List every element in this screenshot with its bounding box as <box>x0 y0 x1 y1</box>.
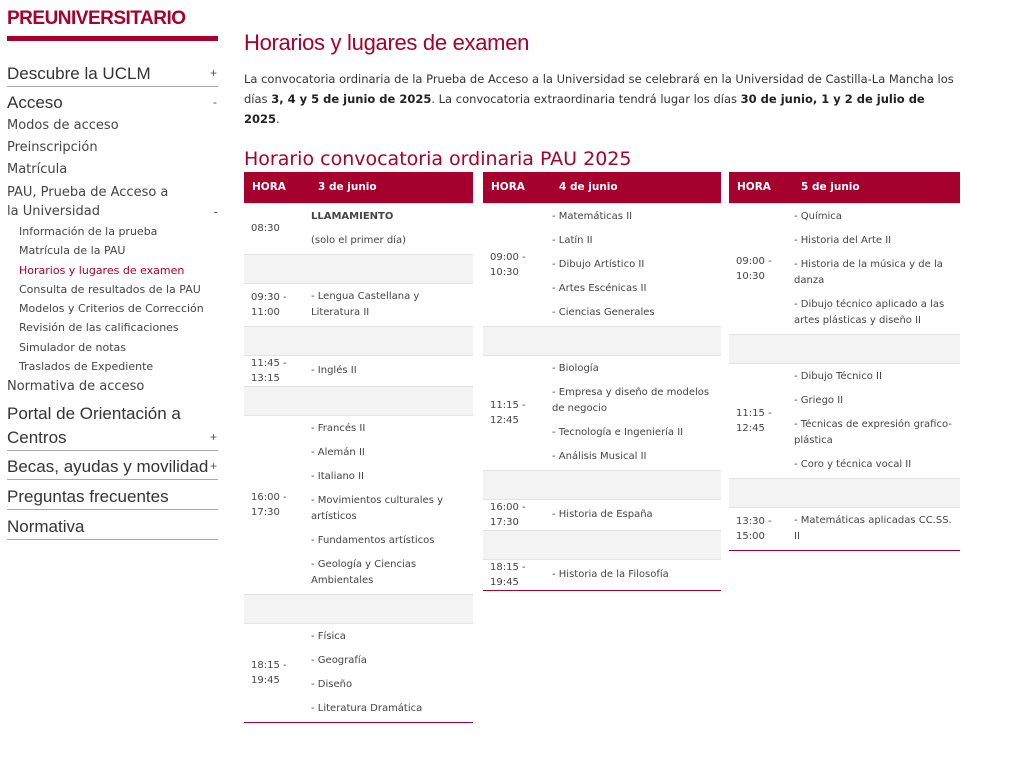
row-spacer <box>244 326 473 355</box>
nav-matricula-pau[interactable]: Matrícula de la PAU <box>19 244 126 258</box>
subject-item: - Dibujo Técnico II <box>794 370 882 382</box>
row-spacer <box>483 530 721 559</box>
subject-item: - Tecnología e Ingeniería II <box>552 426 684 438</box>
subject-item: - Química <box>794 210 842 222</box>
subjects-cell <box>549 499 721 530</box>
table-row <box>244 283 473 326</box>
spacer-cell <box>483 326 721 355</box>
subject-item: - Literatura Dramática <box>311 702 423 714</box>
table-row <box>483 499 721 530</box>
subjects-cell <box>308 623 473 722</box>
nav-modos-acceso[interactable]: Modos de acceso <box>7 118 119 133</box>
subject-item: - Movimientos culturales y artísticos <box>311 494 444 522</box>
subject-item: - Geología y Ciencias Ambientales <box>311 558 417 586</box>
time-cell: 11:15 - 12:45 <box>483 355 549 470</box>
time-cell: 11:45 - 13:15 <box>244 355 308 386</box>
nav-revision-calificaciones[interactable]: Revisión de las calificaciones <box>19 321 179 335</box>
time-cell: 18:15 - 19:45 <box>244 623 308 722</box>
spacer-cell <box>729 334 960 363</box>
table-row <box>244 623 473 722</box>
time-cell: 13:30 - 15:00 <box>729 507 791 550</box>
nav-preguntas[interactable] <box>7 487 218 510</box>
intro-text-1: La convocatoria ordinaria de la Prueba de Acceso a la Universidad se celebrará en la Universidad de Castilla-La Mancha los días <box>244 72 954 106</box>
nav-pau-label[interactable]: PAU, Prueba de Acceso a la Universidad <box>7 185 169 219</box>
subject-item: - Historia de la música y de la danza <box>794 258 943 286</box>
table-header-row <box>729 172 960 203</box>
row-spacer <box>244 254 473 283</box>
column-header-hora: HORA <box>483 172 549 203</box>
brand-title[interactable]: PREUNIVERSITARIO <box>7 8 186 29</box>
subjects-cell <box>308 415 473 594</box>
spacer-cell <box>244 326 473 355</box>
row-spacer <box>244 386 473 415</box>
subject-item: - Matemáticas II <box>552 210 633 222</box>
intro-dates-extraordinaria: 30 de junio, 1 y 2 de julio de 2025 <box>244 92 925 126</box>
nav-portal-label-1[interactable]: Portal de Orientación a <box>7 404 181 424</box>
expand-icon[interactable]: + <box>209 430 217 445</box>
table-row <box>483 203 721 326</box>
nav-acceso[interactable] <box>7 93 218 115</box>
subject-item: - Dibujo Artístico II <box>552 258 645 270</box>
subject-item: - Fundamentos artísticos <box>311 534 435 546</box>
table-row <box>729 363 960 478</box>
page-title: Horarios y lugares de examen <box>244 30 530 55</box>
nav-matricula[interactable]: Matrícula <box>7 162 68 177</box>
nav-preguntas-label[interactable]: Preguntas frecuentes <box>7 487 169 507</box>
subject-item: - Griego II <box>794 394 844 406</box>
sidebar <box>7 8 218 540</box>
nav-consulta-resultados[interactable]: Consulta de resultados de la PAU <box>19 282 201 296</box>
collapse-icon[interactable]: - <box>213 95 217 109</box>
subject-item: - Técnicas de expresión grafico-plástica <box>794 418 952 446</box>
spacer-cell <box>483 530 721 559</box>
nav-horarios-lugares[interactable]: Horarios y lugares de examen <box>19 263 185 277</box>
time-cell: 16:00 - 17:30 <box>244 415 308 594</box>
nav-descubre[interactable] <box>7 64 218 87</box>
subject-item: - Historia de la Filosofía <box>552 568 669 580</box>
column-header-day: 3 de junio <box>308 172 473 203</box>
schedule-table-day2 <box>483 172 721 591</box>
subject-item: - Latín II <box>552 234 593 246</box>
subject-item: - Historia del Arte II <box>794 234 892 246</box>
subject-item: - Artes Escénicas II <box>552 282 647 294</box>
column-header-hora: HORA <box>244 172 308 203</box>
column-header-day: 4 de junio <box>549 172 721 203</box>
nav-portal-label-2[interactable]: Centros <box>7 428 67 448</box>
subject-item: - Biología <box>552 362 599 374</box>
time-cell: 09:00 - 10:30 <box>483 203 549 326</box>
subjects-cell <box>549 203 721 326</box>
subjects-cell <box>549 559 721 590</box>
subject-item: - Geografía <box>311 654 367 666</box>
table-row <box>483 355 721 470</box>
table-row <box>244 355 473 386</box>
expand-icon[interactable]: + <box>209 459 217 474</box>
nav-pau[interactable] <box>7 183 218 222</box>
intro-text-2: . La convocatoria extraordinaria tendrá lugar los días <box>431 92 741 106</box>
nav-acceso-label[interactable]: Acceso <box>7 93 63 112</box>
subject-item: - Francés II <box>311 422 366 434</box>
subjects-cell <box>791 203 960 334</box>
nav-descubre-label[interactable]: Descubre la UCLM <box>7 64 151 83</box>
nav-simulador-notas[interactable]: Simulador de notas <box>19 340 126 354</box>
subjects-cell <box>549 355 721 470</box>
table-row <box>729 203 960 334</box>
nav-normativa-label[interactable]: Normativa <box>7 517 85 537</box>
schedule-table-day1 <box>244 172 473 723</box>
row-spacer <box>729 334 960 363</box>
subject-item: - Inglés II <box>311 364 357 376</box>
nav-portal-row[interactable] <box>7 428 218 451</box>
subject-item: - Física <box>311 630 346 642</box>
column-header-day: 5 de junio <box>791 172 960 203</box>
nav-normativa-acceso[interactable]: Normativa de acceso <box>7 379 145 395</box>
subject-item: - Ciencias Generales <box>552 306 655 318</box>
table-row <box>244 203 473 254</box>
time-cell: 16:00 - 17:30 <box>483 499 549 530</box>
subject-item: - Dibujo técnico aplicado a las artes plásticas y diseño II <box>794 298 945 326</box>
spacer-cell <box>729 478 960 507</box>
subject-item: - Empresa y diseño de modelos de negocio <box>552 386 710 414</box>
intro-text-3: . <box>276 112 280 126</box>
brand-divider <box>7 36 218 41</box>
time-cell: 09:30 - 11:00 <box>244 283 308 326</box>
subject-item: (solo el primer día) <box>311 234 406 246</box>
row-spacer <box>729 478 960 507</box>
subjects-cell <box>308 283 473 326</box>
subject-item: - Matemáticas aplicadas CC.SS. II <box>794 514 952 542</box>
intro-dates-ordinaria: 3, 4 y 5 de junio de 2025 <box>271 92 432 106</box>
subjects-cell <box>791 363 960 478</box>
time-cell: 08:30 <box>244 203 308 254</box>
schedule-table-day3 <box>729 172 960 551</box>
subject-item: LLAMAMIENTO <box>311 210 394 222</box>
nav-normativa[interactable] <box>7 517 218 540</box>
subject-item: - Coro y técnica vocal II <box>794 458 912 470</box>
nav-informacion-prueba[interactable]: Información de la prueba <box>19 225 158 238</box>
table-row <box>729 507 960 550</box>
spacer-cell <box>483 470 721 499</box>
subject-item: - Historia de España <box>552 508 653 520</box>
collapse-icon[interactable]: - <box>213 205 218 219</box>
spacer-cell <box>244 594 473 623</box>
table-header-row <box>483 172 721 203</box>
subject-item: - Análisis Musical II <box>552 450 647 462</box>
row-spacer <box>483 326 721 355</box>
intro-paragraph <box>244 69 960 129</box>
time-cell: 09:00 - 10:30 <box>729 203 791 334</box>
nav-preinscripcion[interactable]: Preinscripción <box>7 140 98 155</box>
table-header-row <box>244 172 473 203</box>
subjects-cell <box>308 203 473 254</box>
nav-portal-orientacion[interactable] <box>7 400 218 451</box>
subjects-cell <box>308 355 473 386</box>
row-spacer <box>483 470 721 499</box>
nav-modelos-criterios[interactable]: Modelos y Criterios de Corrección <box>19 302 204 316</box>
spacer-cell <box>244 254 473 283</box>
spacer-cell <box>244 386 473 415</box>
subject-item: - Diseño <box>311 678 353 690</box>
table-row <box>244 415 473 594</box>
section-subtitle: Horario convocatoria ordinaria PAU 2025 <box>244 148 632 170</box>
time-cell: 11:15 - 12:45 <box>729 363 791 478</box>
nav-becas-label[interactable]: Becas, ayudas y movilidad <box>7 457 209 477</box>
subject-item: - Alemán II <box>311 446 365 458</box>
expand-icon[interactable]: + <box>209 66 217 80</box>
subjects-cell <box>791 507 960 550</box>
main-content <box>244 30 960 714</box>
subject-item: - Italiano II <box>311 470 365 482</box>
row-spacer <box>244 594 473 623</box>
subject-item: - Lengua Castellana y Literatura II <box>311 290 420 318</box>
nav-becas[interactable] <box>7 457 218 480</box>
table-row <box>483 559 721 590</box>
time-cell: 18:15 - 19:45 <box>483 559 549 590</box>
nav-traslados-expediente[interactable]: Traslados de Expediente <box>19 360 154 374</box>
column-header-hora: HORA <box>729 172 791 203</box>
